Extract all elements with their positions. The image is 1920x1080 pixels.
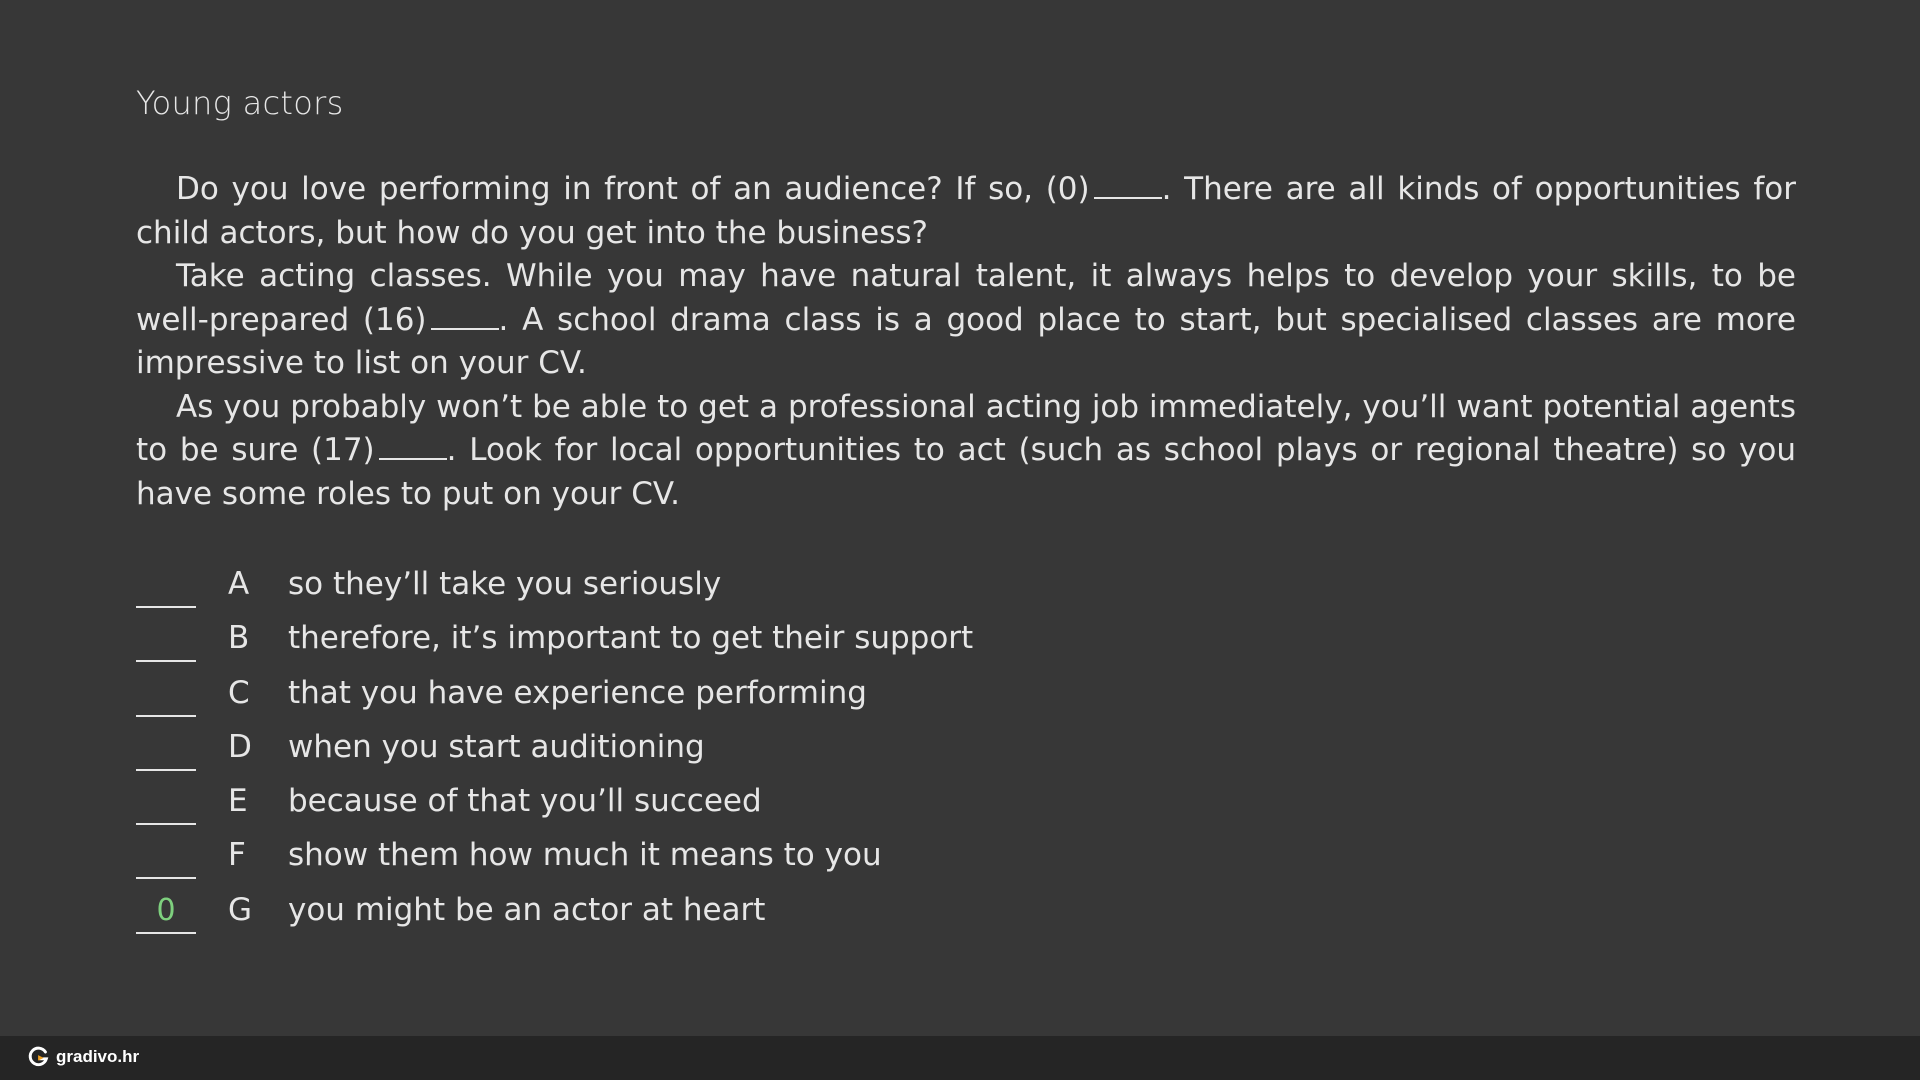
option-text: therefore, it’s important to get their support [288,620,974,657]
paragraph-3-text-a: As you probably won’t be able to get a professional acting job immediately, you’ll want potential agents to be sure (17) [136,388,1796,468]
gap-0-blank[interactable] [1094,171,1162,199]
answer-blank[interactable]: 0 [136,890,196,934]
option-letter: A [228,566,250,602]
answer-blank[interactable] [136,673,196,717]
page-title: Young actors [136,84,344,122]
answer-blank[interactable] [136,618,196,662]
brand-name: gradivo.hr [56,1047,140,1066]
option-letter: B [228,620,250,657]
paragraph-1 [136,168,1796,255]
answer-blank[interactable] [136,564,196,608]
paragraph-3-text-b: . Look for local opportunities to act (such as school plays or regional theatre) so you have some roles to put on your CV. [136,432,1796,512]
option-text: when you start auditioning [288,728,705,765]
gap-16-blank[interactable] [431,302,499,330]
paragraph-1-text-b: . There are all kinds of opportunities for child actors, but how do you get into the business? [136,171,1796,251]
answer-blank[interactable] [136,781,196,825]
option-text: show them how much it means to you [288,837,882,874]
paragraph-3 [136,386,1796,517]
option-letter: E [228,783,248,820]
option-letter: F [228,837,246,874]
paragraph-2-text-a: Take acting classes. While you may have natural talent, it always helps to develop your skills, to be well-prepared (16) [136,258,1796,338]
option-letter: C [228,674,250,711]
option-text: you might be an actor at heart [288,891,766,928]
answer-blank[interactable] [136,835,196,879]
answer-blank[interactable] [136,727,196,771]
gradivo-logo-icon [28,1046,50,1068]
footer-bar [0,1036,1920,1080]
option-text: that you have experience performing [288,674,867,711]
option-text: because of that you’ll succeed [288,783,762,820]
option-letter: D [228,728,252,765]
paragraph-2-text-b: . A school drama class is a good place to start, but specialised classes are more impressive to list on your CV. [136,301,1796,381]
option-letter: G [228,891,253,928]
gap-17-blank[interactable] [379,432,447,460]
reading-passage [136,168,1796,516]
paragraph-2 [136,255,1796,386]
option-text: so they’ll take you seriously [288,566,722,602]
brand-link[interactable] [28,1046,139,1068]
paragraph-1-text-a: Do you love performing in front of an audience? If so, (0) [176,171,1090,207]
